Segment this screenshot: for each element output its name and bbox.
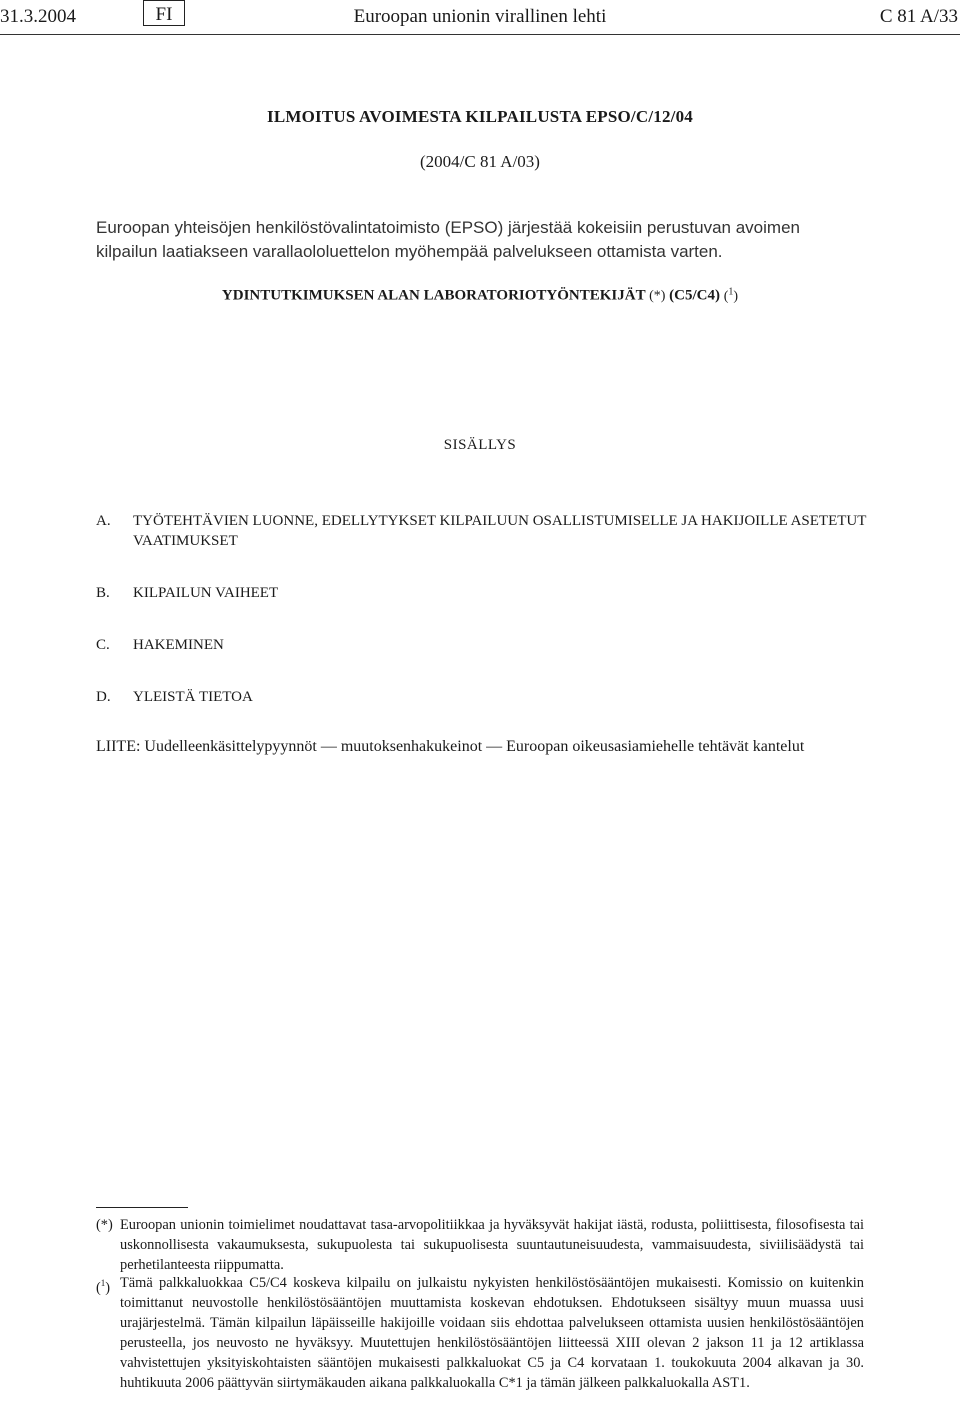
toc-item-b [96,583,876,603]
toc-text: KILPAILUN VAIHEET [133,585,279,601]
toc-letter: A. [96,513,111,529]
toc-letter: D. [96,689,111,705]
toc-item-a [96,511,876,551]
page-reference: C 81 A/33 [879,6,958,27]
footnote-ref-star: (*) [649,288,666,304]
toc-heading: SISÄLLYS [443,437,517,453]
toc-annex: LIITE: Uudelleenkäsittelypyynnöt — muutoksenhakukeinot — Euroopan oikeusasiamiehelle tehtävät kantelut [96,738,805,755]
language-code-box: FI [143,0,185,26]
footnote-ref-1: ($^1$) [723,286,739,304]
footnote-1 [96,1273,864,1393]
page-header [0,0,960,36]
notice-intro: Euroopan yhteisöjen henkilöstövalintatoimisto (EPSO) järjestää kokeisiin perustuvan avoimen kilpailun laatiakseen varallaololuettelon myöhempää palvelukseen ottamista varten. [96,218,800,261]
footnote-mark: (*) [96,1217,113,1233]
footnote-star [96,1215,864,1275]
toc-text: YLEISTÄ TIETOA [133,689,253,705]
competition-subtitle [0,286,960,305]
footnote-text: Euroopan unionin toimielimet noudattavat tasa-arvopolitiikkaa ja hyväksyvät hakijat iästä, rodusta, poliittisesta, filosofisesta tai uskonnollisesta vakaumuksesta, sukupuolesta tai sukupuolisesta suuntautuneisuudesta, vammaisuudesta, siviilisäädystä tai perhetilanteesta riippumatta. [120,1217,864,1273]
header-rule [0,34,960,35]
toc-item-d [96,687,876,707]
toc-item-c [96,635,876,655]
notice-reference: (2004/C 81 A/03) [420,152,540,171]
footnote-separator [96,1207,188,1208]
subtitle-main: YDINTUTKIMUKSEN ALAN LABORATORIOTYÖNTEKIJÄT [221,287,646,304]
toc-letter: B. [96,585,110,601]
notice-title: ILMOITUS AVOIMESTA KILPAILUSTA EPSO/C/12/04 [267,107,693,126]
subtitle-grade: (C5/C4) [669,287,720,304]
journal-title: Euroopan unionin virallinen lehti [353,6,607,27]
toc-text: TYÖTEHTÄVIEN LUONNE, EDELLYTYKSET KILPAILUUN OSALLISTUMISELLE JA HAKIJOILLE ASETETUT VAATIMUKSET [133,513,867,549]
publication-date: 31.3.2004 [0,6,76,27]
footnote-text: Tämä palkkaluokkaa C5/C4 koskeva kilpailu on julkaistu nykyisten henkilöstösääntöjen mukaisesti. Komissio on kuitenkin toimittanut neuvostolle henkilöstösääntöjen muuttamista koskevan ehdotuksen. Ehdotukseen sisältyy muun muassa uusi urajärjestelmä. Tämän kilpailun läpäisseille hakijoille voidaan siis ehdottaa palvelukseen ottamista uusien henkilöstösääntöjen perusteella, jos neuvosto ne hyväksyy. Muutettujen henkilöstösääntöjen liitteessä XIII olevan 2 jakson 11 ja 12 artiklassa vahvistettujen yksityiskohtaisten sääntöjen mukaisesti palkkaluokat C5 ja C4 korvataan 1. toukokuuta 2004 alkavan ja 30. huhtikuuta 2006 päättyvän siirtymäkauden aikana palkkaluokalla C*1 ja tämän jälkeen palkkaluokalla AST1. [120,1275,864,1391]
toc-letter: C. [96,637,110,653]
toc-text: HAKEMINEN [133,637,224,653]
footnote-mark: ($^1$) [96,1278,111,1296]
